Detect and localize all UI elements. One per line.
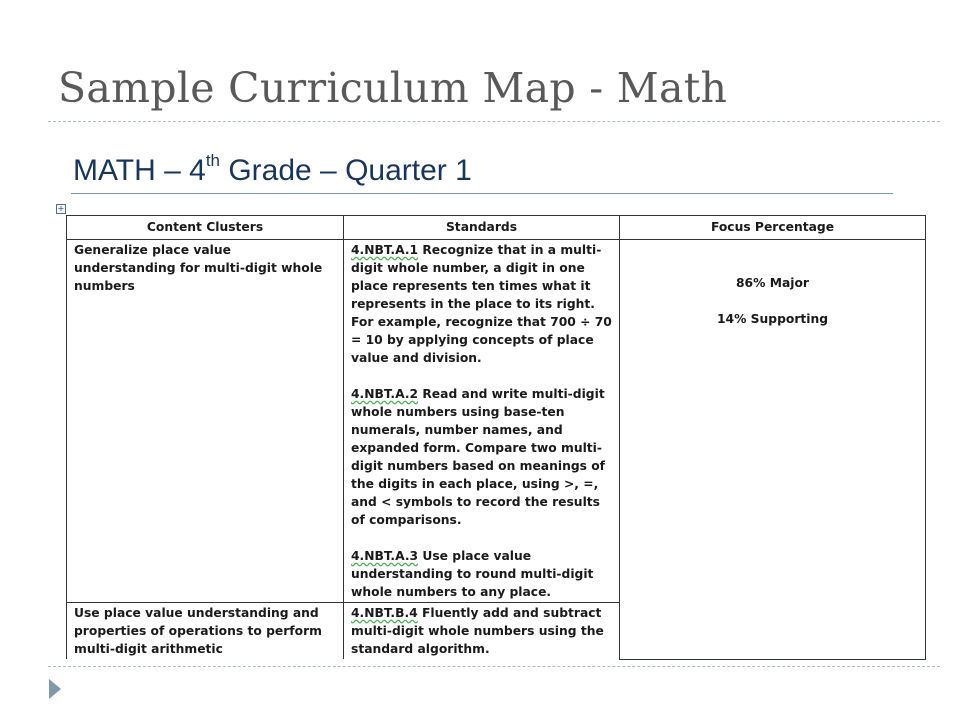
standard-item (351, 604, 612, 658)
cluster-cell: Use place value understanding and properties of operations to perform multi-digit arithmetic (67, 603, 344, 660)
standard-code: 4.NBT.A.2 (351, 387, 419, 401)
curriculum-table-container (66, 215, 926, 656)
focus-cell (620, 240, 926, 660)
standard-code: 4.NBT.B.4 (351, 606, 418, 620)
slide-title: Sample Curriculum Map - Math (58, 64, 728, 112)
header-focus-percentage: Focus Percentage (620, 216, 926, 240)
grade-heading-pre: MATH – 4 (73, 154, 206, 187)
standard-code: 4.NBT.A.1 (351, 243, 419, 257)
header-content-clusters: Content Clusters (67, 216, 344, 240)
grade-heading (73, 151, 472, 188)
standards-cell (344, 240, 620, 603)
grade-heading-sup: th (205, 151, 220, 170)
table-move-handle-icon[interactable]: + (57, 204, 65, 213)
focus-major: 86% Major (736, 276, 809, 290)
standard-item (351, 385, 612, 529)
curriculum-table (66, 215, 926, 660)
standard-item (351, 547, 612, 601)
footer-divider (48, 666, 940, 667)
standard-text: Read and write multi-digit whole numbers using base-ten numerals, number names, and expanded form. Compare two multi-digit numbers based on meanings of the digits in each place, using >, =, and < symbols to record the results of comparisons. (351, 387, 606, 527)
triangle-right-icon[interactable] (49, 679, 61, 699)
heading-underline (71, 193, 893, 194)
focus-supporting: 14% Supporting (716, 312, 829, 326)
standard-item (351, 241, 612, 367)
grade-heading-post: Grade – Quarter 1 (220, 154, 472, 187)
standards-cell (344, 603, 620, 660)
standard-text: Use place value understanding to round multi-digit whole numbers to any place. (351, 549, 594, 599)
standard-text: Fluently add and subtract multi-digit whole numbers using the standard algorithm. (351, 606, 604, 656)
header-standards: Standards (344, 216, 620, 240)
table-header-row (67, 216, 926, 240)
table-row (67, 240, 926, 603)
cluster-cell: Generalize place value understanding for multi-digit whole numbers (67, 240, 344, 603)
title-divider (48, 121, 940, 122)
standard-code: 4.NBT.A.3 (351, 549, 419, 563)
standard-text: Recognize that in a multi-digit whole number, a digit in one place represents ten times what it represents in the place to its right. For example, recognize that 700 ÷ 70 = 10 by applying concepts of place value and division. (351, 243, 612, 365)
